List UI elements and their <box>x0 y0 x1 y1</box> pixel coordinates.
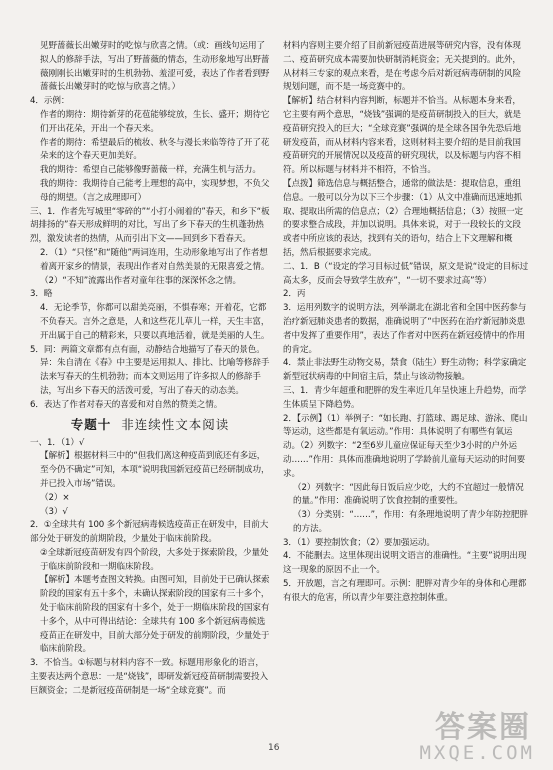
left-paragraph: 一、1．（1）√ <box>30 437 85 448</box>
left-paragraph: 5．同：两篇文章都有点有面，动静结合地描写了春天的景色。 <box>30 344 265 355</box>
left-paragraph: 作者的期待：希望最后的梳妆、秋冬与漫长来临等待了开了花朵来的这个春天更加美好。 <box>40 137 270 162</box>
right-paragraph: 2．丙 <box>283 289 306 300</box>
left-paragraph: 6．表达了作者对春天的喜爱和对自然的赞美之情。 <box>30 399 223 410</box>
right-paragraph: 4．禁止非法野生动物交易，禁食（陆生）野生动物；科学家确定新型冠状病毒的中间宿主后，禁止与该动物接触。 <box>283 358 527 383</box>
left-paragraph: 【解析】本题考查图文转换。由图可知，目前处于已确认探索阶段的国家有五十多个，未确认探索阶段的国家有三十多个，处于临床前阶段的国家有十多个，处于一期临床阶段的国家有十多个，从中可得出结论：全球共有 100 多个新冠病毒候选疫苗正在研发中，目前大部分处于研发的前期阶段，少量处于临床前阶段。 <box>40 575 270 655</box>
left-paragraph: （3）√ <box>40 506 68 517</box>
right-paragraph: 3．运用列数字的说明方法，列举湖北在湖北省和全国中医药参与治疗新冠肺炎患者的数据，准确说明了“中医药在治疗新冠肺炎患者中发挥了重要作用”，表达了作者对中医药在新冠疫情中的作用的肯定。 <box>283 303 527 355</box>
section-title <box>30 416 270 434</box>
right-paragraph: （3）分类别：“……”，作用：有条理地说明了青少年防控肥胖的方法。 <box>293 510 528 534</box>
right-paragraph: 二、1．B（“设定的学习目标过低”错误，原文是说“设定的目标过高太多，反而会导致学生放弃”，“一切不要求过高”等） <box>283 261 529 286</box>
watermark-text-cn: 答案圈 <box>435 710 531 745</box>
page-number: 16 <box>268 743 280 753</box>
left-paragraph: 【解析】根据材料三中的“但我们离这种疫苗到底还有多远，至今仍不确定”可知，本项“说明我国新冠疫苗已经研制成功，并已投入市场”错误。 <box>40 451 270 489</box>
left-paragraph: 作者的期待：期待新芽的花苞能够绽放，生长、盛开；期待它们开出花朵，开出一个春天来。 <box>40 109 270 134</box>
right-paragraph: 5．开放题，言之有理即可。示例：肥胖对青少年的身体和心理都有很大的危害，所以青少年要注意控制体重。 <box>283 579 527 603</box>
left-paragraph: （2）× <box>40 492 70 503</box>
left-paragraph: 异：朱自清在《春》中主要是运用拟人、排比、比喻等修辞手法来写春天的生机勃勃；而本文则运用了许多拟人的修辞手法，写出乡下春天的活泼可爱，写出了春天的动态美。 <box>40 358 270 396</box>
left-paragraph: 3．不恰当。①标题与材料内容不一致。标题用形象化的语言，主要表达两个意思：一是“烧钱”，即研发新冠疫苗研制需要投入巨额资金；二是新冠疫苗研制是一场“全球竞赛”。而 <box>30 658 269 696</box>
left-paragraph: 我的期待：希望自己能够像野蔷薇一样，充满生机与活力。 <box>40 165 261 176</box>
left-column <box>30 40 270 699</box>
right-paragraph: 【点拨】筛选信息与概括整合，通常的做法是：提取信息，重组信息。一般可以分为以下三个步骤：（1）从文中准确而迅速地抓取、提取出所需的信息点；（2）合理地概括信息；（3）按照一定的要求整合成段，并加以说明。具体来说，对于一段较长的文段或者中所应该的表达，找到有关的语句，结合上下文理解和概括，然后根据要求完成。 <box>283 178 523 258</box>
left-paragraph: （2）“不知”流露出作者对童年往事的深深怀念之情。 <box>40 275 241 286</box>
right-column <box>283 40 529 606</box>
watermark-logo <box>421 710 539 766</box>
right-paragraph: 4．不能删去。这里体现出说明文语言的准确性。“主要”说明出现这一现象的原因不止一个。 <box>283 551 527 576</box>
watermark-text-en: MXQE.COM <box>419 742 535 764</box>
left-paragraph: 三、1．作者先写城里“零碎的”“小打小闹着的”春天，和乡下“板胡排扬的”春天形成鲜明的对比，写出了乡下春天的生机蓬勃热烈，激发读者的热情，从而引出下文——回到乡下看春天。 <box>30 206 270 245</box>
right-paragraph: （2）列数字：“因此每日饭后应少吃，大约不宜超过一般情况的量。”作用：准确说明了饮食控制的重要性。 <box>293 482 524 507</box>
left-paragraph: 4．无论季节，你都可以甜美亮丽，不惧春寒；开着花，它都不负春天。言外之意是，人和这些花儿草儿一样，天生丰富，开出属于自己的精彩来，只要以真地活着，就是美丽的人生。 <box>40 303 270 341</box>
section-number: 专题十 <box>70 416 112 432</box>
left-paragraph: 见野蔷薇长出嫩芽时的吃惊与欣喜之情。（或：画线句运用了拟人的修辞手法，写出了野蔷薇的情态，生动形象地写出野蔷薇刚刚长出嫩芽时的生机勃勃、羞涩可爱，表达了作者看到野蔷薇长出嫩芽时的吃惊与欣喜之情。） <box>40 41 270 93</box>
right-paragraph: 【解析】结合材料内容判断，标题并不恰当。从标题本身来看，它主要有两个意思，“烧钱”强调的是疫苗研制投入的巨大，就是疫苗研究投入的巨大；“全球竞赛”强调的是全球各国争先恐后地研发疫苗，而从材料内容来看，这则材料主要介绍的是目前我国疫苗研究的开展情况以及疫苗的研究现状，以及标题与内容不相符。所以标题与材料并不相符，不恰当。 <box>283 96 522 176</box>
left-paragraph: 4．示例： <box>30 96 70 107</box>
left-paragraph: ②全球新冠疫苗研发有四个阶段，大多处于探索阶段，少量处于临床前阶段和一期临床阶段。 <box>40 547 269 572</box>
right-paragraph: 3．（1）要控制饮食；（2）要加强运动。 <box>283 537 435 548</box>
left-paragraph: 我的期待：我期待自己能考上理想的高中，实现梦想，不负父母的期望。（言之成理即可） <box>40 178 270 203</box>
left-paragraph: 2．（1）“只怪”和“随他”两词连用，生动形象地写出了作者想着离开家乡的情景，表现出作者对自然美景的无限喜爱之情。 <box>40 247 270 272</box>
right-paragraph: 三、1．青少年超重和肥胖的发生率近几年呈快速上升趋势，而学生体质呈下降趋势。 <box>283 385 527 410</box>
left-paragraph: 3．略 <box>30 289 53 300</box>
section-name: 非连续性文本阅读 <box>121 416 230 432</box>
right-paragraph: 2．【示例】（1）举例子：“如长跑、打篮球、踢足球、游泳、爬山等运动，这些都是有氧运动。”作用：具体说明了有哪些有氧运动。（2）列数字：“2至6岁儿童应保证每天至少3小时的户外运动……”作用：具体而准确地说明了学龄前儿童每天运动的时间要求。 <box>283 413 528 479</box>
right-paragraph: 材料内容则主要介绍了目前新冠疫苗进展等研究内容，没有体现二、疫苗研究成本需要加快研制消耗资金；无关提到的。此外，从材料三专家的观点来看，是在考虑今后对新冠病毒研制的风险规划问题，而不是一场竞赛中的。 <box>283 41 521 93</box>
left-paragraph: 2．①全球共有 100 多个新冠病毒候选疫苗正在研发中，目前大部分处于研发的前期阶段，少量处于临床前阶段。 <box>30 520 269 545</box>
